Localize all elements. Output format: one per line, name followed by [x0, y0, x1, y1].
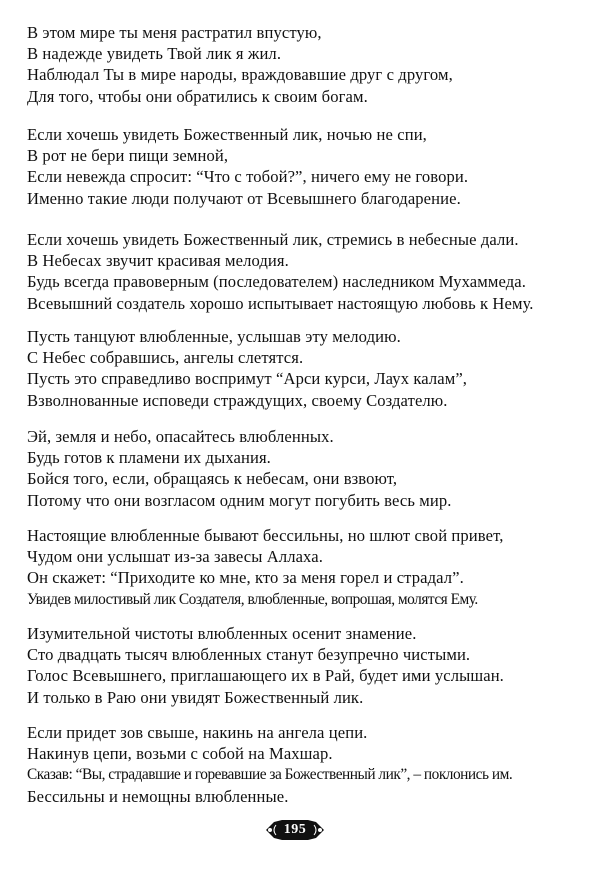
verse-line: В надежде увидеть Твой лик я жил. [27, 44, 282, 64]
stanza-2 [27, 124, 587, 209]
verse-line: Накинув цепи, возьми с собой на Махшар. [27, 744, 333, 764]
verse-line: Всевышний создатель хорошо испытывает настоящую любовь к Нему. [27, 293, 534, 313]
verse-line: С Небес собравшись, ангелы слетятся. [27, 348, 304, 368]
verse-line: Изумительной чистоты влюбленных осенит знамение. [27, 624, 417, 643]
verse-line: Наблюдал Ты в мире народы, враждовавшие друг с другом, [27, 65, 453, 85]
verse-line: Бессильны и немощны влюбленные. [27, 786, 289, 806]
stanza-5 [27, 426, 587, 511]
verse-line: Пусть это справедливо воспримут “Арси курси, Лаух калам”, [27, 369, 468, 389]
verse-line: В Небесах звучит красивая мелодия. [27, 251, 289, 271]
stanza-7 [27, 623, 587, 708]
verse-line: Будь готов к пламени их дыхания. [27, 448, 271, 468]
stanza-4 [27, 326, 587, 411]
verse-line: Бойся того, если, обращаясь к небесам, они взвоют, [27, 469, 398, 489]
stanza-8 [27, 722, 587, 807]
verse-line: Будь всегда правоверным (последователем) наследником Мухаммеда. [27, 272, 526, 292]
verse-line: Если невежда спросит: “Что с тобой?”, ничего ему не говори. [27, 167, 469, 187]
stanza-3 [27, 229, 587, 314]
verse-line: Настоящие влюбленные бывают бессильны, но шлют свой привет, [27, 526, 504, 545]
verse-line: В рот не бери пищи земной, [27, 146, 229, 166]
verse-line: Потому что они возгласом одним могут погубить весь мир. [27, 490, 452, 510]
verse-line: Сказав: “Вы, страдавшие и горевавшие за Божественный лик”, – поклонись им. [27, 766, 513, 784]
verse-line: Для того, чтобы они обратились к своим богам. [27, 86, 368, 106]
verse-line: Пусть танцуют влюбленные, услышав эту мелодию. [27, 327, 401, 346]
stanza-6 [27, 525, 587, 610]
verse-line: И только в Раю они увидят Божественный лик. [27, 687, 364, 707]
verse-line: Увидев милостивый лик Создателя, влюбленные, вопрошая, молятся Ему. [27, 590, 478, 608]
verse-line: Он скажет: “Приходите ко мне, кто за меня горел и страдал”. [27, 568, 464, 588]
stanza-1 [27, 22, 587, 107]
verse-line: Голос Всевышнего, приглашающего их в Рай, будет ими услышан. [27, 666, 504, 686]
verse-line: Взволнованные исповеди страждущих, своему Создателю. [27, 390, 448, 410]
verse-line: Именно такие люди получают от Всевышнего благодарение. [27, 188, 461, 208]
verse-line: Чудом они услышат из-за завесы Аллаха. [27, 547, 323, 567]
page-number: 195 [283, 822, 307, 837]
page-number-badge [262, 816, 328, 844]
verse-line: В этом мире ты меня растратил впустую, [27, 23, 322, 42]
verse-line: Если хочешь увидеть Божественный лик, ночью не спи, [27, 125, 427, 144]
verse-line: Если придет зов свыше, накинь на ангела цепи. [27, 723, 368, 742]
verse-line: Эй, земля и небо, опасайтесь влюбленных. [27, 427, 334, 446]
verse-line: Сто двадцать тысяч влюбленных станут безупречно чистыми. [27, 645, 471, 665]
verse-line: Если хочешь увидеть Божественный лик, стремись в небесные дали. [27, 230, 519, 249]
